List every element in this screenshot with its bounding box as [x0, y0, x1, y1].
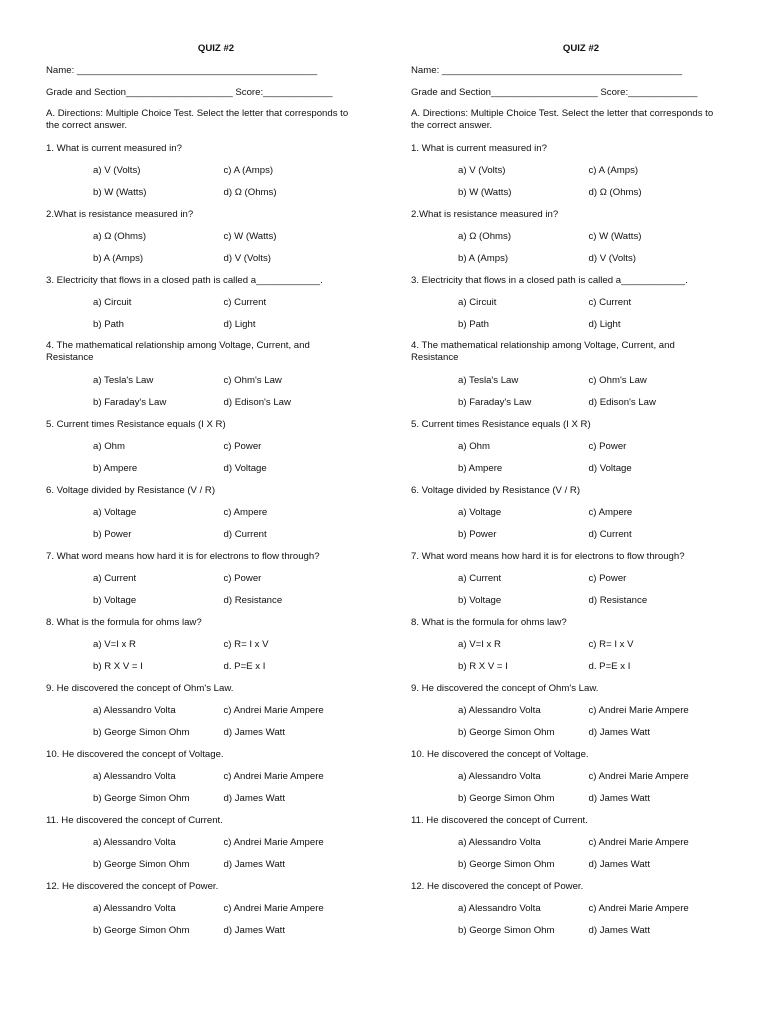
question-text: 3. Electricity that flows in a closed path is called a____________.	[46, 275, 323, 286]
option-row	[458, 440, 719, 462]
option-row	[458, 186, 719, 208]
answer-option: a) Alessandro Volta	[93, 705, 176, 716]
answer-option: d. P=E x I	[588, 661, 631, 672]
question-text: 9. He discovered the concept of Ohm's Law.	[46, 683, 234, 694]
answer-option: b) A (Amps)	[458, 253, 509, 264]
answer-option: c) Power	[223, 441, 262, 452]
answer-option: d) James Watt	[223, 793, 285, 804]
answer-option: b) Ampere	[93, 463, 138, 474]
option-row	[93, 506, 354, 528]
answer-option: d) Edison's Law	[588, 397, 656, 408]
answer-option: a) Alessandro Volta	[458, 705, 541, 716]
answer-option: a) V=I x R	[93, 639, 136, 650]
answer-options	[46, 506, 354, 550]
answer-options	[46, 164, 354, 208]
question-text: 4. The mathematical relationship among Voltage, Current, and Resistance	[411, 340, 675, 363]
option-row	[458, 638, 719, 660]
answer-option: c) Andrei Marie Ampere	[223, 903, 324, 914]
question-text: 3. Electricity that flows in a closed path is called a____________.	[411, 275, 688, 286]
answer-options	[46, 770, 354, 814]
answer-option: d) James Watt	[588, 727, 650, 738]
answer-option: d) Voltage	[588, 463, 632, 474]
directions-text: A. Directions: Multiple Choice Test. Select the letter that corresponds to the correct answer.	[411, 108, 714, 131]
answer-option: d) James Watt	[588, 925, 650, 936]
answer-option: c) Power	[588, 573, 627, 584]
option-row	[93, 836, 354, 858]
answer-option: b) Power	[458, 529, 497, 540]
question-text: 12. He discovered the concept of Power.	[411, 881, 584, 892]
answer-option: b) Faraday's Law	[93, 397, 167, 408]
answer-option: b) Voltage	[458, 595, 502, 606]
answer-options	[46, 638, 354, 682]
answer-options	[411, 770, 719, 814]
answer-option: d) V (Volts)	[223, 253, 271, 264]
answer-option: a) Alessandro Volta	[93, 837, 176, 848]
quiz-left	[46, 40, 354, 946]
answer-option: c) Current	[588, 297, 632, 308]
option-row	[93, 440, 354, 462]
option-row	[93, 374, 354, 396]
question-text: 12. He discovered the concept of Power.	[46, 881, 219, 892]
question-text: 2.What is resistance measured in?	[411, 209, 559, 220]
answer-options	[411, 506, 719, 550]
answer-option: c) W (Watts)	[588, 231, 642, 242]
answer-option: c) Current	[223, 297, 267, 308]
answer-options	[411, 164, 719, 208]
option-row	[93, 318, 354, 340]
option-row	[458, 594, 719, 616]
answer-option: d. P=E x I	[223, 661, 266, 672]
answer-option: a) V (Volts)	[458, 165, 506, 176]
option-row	[93, 594, 354, 616]
option-row	[458, 836, 719, 858]
answer-option: d) James Watt	[223, 727, 285, 738]
answer-option: b) George Simon Ohm	[93, 925, 190, 936]
answer-option: c) Andrei Marie Ampere	[223, 837, 324, 848]
answer-option: a) Alessandro Volta	[458, 903, 541, 914]
option-row	[93, 296, 354, 318]
answer-option: d) Resistance	[223, 595, 283, 606]
option-row	[93, 924, 354, 946]
option-row	[93, 230, 354, 252]
option-row	[93, 252, 354, 274]
option-row	[93, 164, 354, 186]
answer-option: b) George Simon Ohm	[458, 925, 555, 936]
answer-option: c) A (Amps)	[223, 165, 274, 176]
answer-options	[411, 836, 719, 880]
answer-options	[411, 230, 719, 274]
option-row	[458, 792, 719, 814]
answer-option: a) V=I x R	[458, 639, 501, 650]
answer-option: d) Ω (Ohms)	[223, 187, 277, 198]
answer-option: a) Alessandro Volta	[458, 771, 541, 782]
answer-option: b) Voltage	[93, 595, 137, 606]
answer-option: d) Ω (Ohms)	[588, 187, 642, 198]
answer-option: a) Ω (Ohms)	[93, 231, 147, 242]
option-row	[458, 252, 719, 274]
answer-option: a) Current	[93, 573, 137, 584]
answer-option: a) Tesla's Law	[458, 375, 519, 386]
answer-option: a) Ohm	[458, 441, 490, 452]
option-row	[458, 572, 719, 594]
quiz-right	[411, 40, 719, 946]
option-row	[93, 792, 354, 814]
answer-option: a) Voltage	[458, 507, 502, 518]
answer-option: d) Current	[223, 529, 267, 540]
answer-option: b) Power	[93, 529, 132, 540]
option-row	[458, 924, 719, 946]
answer-option: d) Light	[223, 319, 256, 330]
question-text: 4. The mathematical relationship among Voltage, Current, and Resistance	[46, 340, 310, 363]
option-row	[458, 318, 719, 340]
option-row	[93, 704, 354, 726]
answer-options	[46, 572, 354, 616]
answer-option: b) George Simon Ohm	[458, 727, 555, 738]
answer-options	[411, 902, 719, 946]
answer-option: c) Ohm's Law	[588, 375, 647, 386]
answer-option: c) Andrei Marie Ampere	[588, 771, 689, 782]
question-text: 2.What is resistance measured in?	[46, 209, 194, 220]
option-row	[458, 462, 719, 484]
answer-option: d) Resistance	[588, 595, 648, 606]
option-row	[93, 572, 354, 594]
question-text: 10. He discovered the concept of Voltage.	[46, 749, 224, 760]
option-row	[93, 858, 354, 880]
answer-option: b) George Simon Ohm	[93, 793, 190, 804]
answer-option: d) James Watt	[588, 793, 650, 804]
answer-option: b) George Simon Ohm	[458, 859, 555, 870]
answer-option: b) Path	[93, 319, 124, 330]
option-row	[93, 186, 354, 208]
option-row	[93, 528, 354, 550]
answer-option: c) Power	[588, 441, 627, 452]
answer-option: a) Alessandro Volta	[93, 771, 176, 782]
question-text: 10. He discovered the concept of Voltage.	[411, 749, 589, 760]
answer-option: b) W (Watts)	[458, 187, 512, 198]
answer-option: c) Andrei Marie Ampere	[588, 837, 689, 848]
answer-option: d) James Watt	[223, 859, 285, 870]
option-row	[458, 660, 719, 682]
answer-option: a) Alessandro Volta	[93, 903, 176, 914]
name-line: Name: _____________________________________________	[46, 65, 318, 76]
answer-options	[46, 440, 354, 484]
answer-option: c) Ampere	[223, 507, 268, 518]
question-text: 11. He discovered the concept of Current.	[46, 815, 223, 826]
answer-option: a) V (Volts)	[93, 165, 141, 176]
option-row	[93, 660, 354, 682]
answer-option: b) R X V = I	[458, 661, 508, 672]
option-row	[458, 230, 719, 252]
answer-option: c) Andrei Marie Ampere	[588, 705, 689, 716]
answer-options	[411, 572, 719, 616]
option-row	[458, 506, 719, 528]
answer-option: a) Circuit	[93, 297, 132, 308]
option-row	[458, 528, 719, 550]
answer-options	[46, 374, 354, 418]
answer-options	[411, 374, 719, 418]
question-text: 1. What is current measured in?	[46, 143, 182, 154]
question-text: 5. Current times Resistance equals (I X R)	[46, 419, 226, 430]
answer-option: b) Faraday's Law	[458, 397, 532, 408]
option-row	[458, 704, 719, 726]
answer-options	[411, 638, 719, 682]
answer-options	[411, 704, 719, 748]
answer-options	[46, 704, 354, 748]
answer-option: a) Circuit	[458, 297, 497, 308]
answer-option: d) James Watt	[223, 925, 285, 936]
answer-option: a) Alessandro Volta	[458, 837, 541, 848]
answer-option: d) Current	[588, 529, 632, 540]
answer-options	[411, 296, 719, 340]
option-row	[93, 726, 354, 748]
question-text: 9. He discovered the concept of Ohm's Law.	[411, 683, 599, 694]
option-row	[458, 770, 719, 792]
answer-option: d) V (Volts)	[588, 253, 636, 264]
answer-option: c) Power	[223, 573, 262, 584]
answer-option: a) Current	[458, 573, 502, 584]
answer-options	[46, 230, 354, 274]
quiz-title: QUIZ #2	[562, 43, 600, 54]
option-row	[458, 374, 719, 396]
option-row	[458, 858, 719, 880]
name-line: Name: _____________________________________________	[411, 65, 683, 76]
answer-option: c) R= I x V	[588, 639, 634, 650]
option-row	[93, 638, 354, 660]
answer-option: b) Path	[458, 319, 489, 330]
quiz-title: QUIZ #2	[197, 43, 235, 54]
answer-option: c) Andrei Marie Ampere	[223, 771, 324, 782]
question-text: 7. What word means how hard it is for electrons to flow through?	[411, 551, 685, 562]
answer-options	[46, 836, 354, 880]
answer-option: b) A (Amps)	[93, 253, 144, 264]
directions-text: A. Directions: Multiple Choice Test. Select the letter that corresponds to the correct answer.	[46, 108, 349, 131]
question-text: 1. What is current measured in?	[411, 143, 547, 154]
option-row	[93, 396, 354, 418]
grade-score-line: Grade and Section____________________ Score:_____________	[411, 87, 698, 98]
answer-option: a) Ω (Ohms)	[458, 231, 512, 242]
option-row	[458, 726, 719, 748]
answer-option: b) R X V = I	[93, 661, 143, 672]
answer-option: c) Ohm's Law	[223, 375, 282, 386]
answer-option: b) Ampere	[458, 463, 503, 474]
answer-option: d) James Watt	[588, 859, 650, 870]
option-row	[458, 902, 719, 924]
answer-option: c) A (Amps)	[588, 165, 639, 176]
answer-option: c) Ampere	[588, 507, 633, 518]
option-row	[93, 462, 354, 484]
answer-option: c) Andrei Marie Ampere	[223, 705, 324, 716]
answer-options	[46, 902, 354, 946]
answer-option: d) Light	[588, 319, 621, 330]
answer-option: d) Voltage	[223, 463, 267, 474]
answer-option: b) W (Watts)	[93, 187, 147, 198]
answer-options	[411, 440, 719, 484]
question-text: 7. What word means how hard it is for electrons to flow through?	[46, 551, 320, 562]
grade-score-line: Grade and Section____________________ Score:_____________	[46, 87, 333, 98]
answer-option: c) W (Watts)	[223, 231, 277, 242]
option-row	[458, 164, 719, 186]
question-text: 8. What is the formula for ohms law?	[411, 617, 567, 628]
answer-option: a) Tesla's Law	[93, 375, 154, 386]
option-row	[93, 770, 354, 792]
answer-option: a) Ohm	[93, 441, 125, 452]
question-text: 6. Voltage divided by Resistance (V / R)	[46, 485, 216, 496]
answer-option: b) George Simon Ohm	[93, 727, 190, 738]
option-row	[93, 902, 354, 924]
option-row	[458, 296, 719, 318]
question-text: 8. What is the formula for ohms law?	[46, 617, 202, 628]
answer-option: c) R= I x V	[223, 639, 269, 650]
answer-option: c) Andrei Marie Ampere	[588, 903, 689, 914]
answer-options	[46, 296, 354, 340]
answer-option: b) George Simon Ohm	[93, 859, 190, 870]
question-text: 5. Current times Resistance equals (I X R)	[411, 419, 591, 430]
question-text: 6. Voltage divided by Resistance (V / R)	[411, 485, 581, 496]
question-text: 11. He discovered the concept of Current.	[411, 815, 588, 826]
answer-option: a) Voltage	[93, 507, 137, 518]
answer-option: b) George Simon Ohm	[458, 793, 555, 804]
answer-option: d) Edison's Law	[223, 397, 291, 408]
option-row	[458, 396, 719, 418]
